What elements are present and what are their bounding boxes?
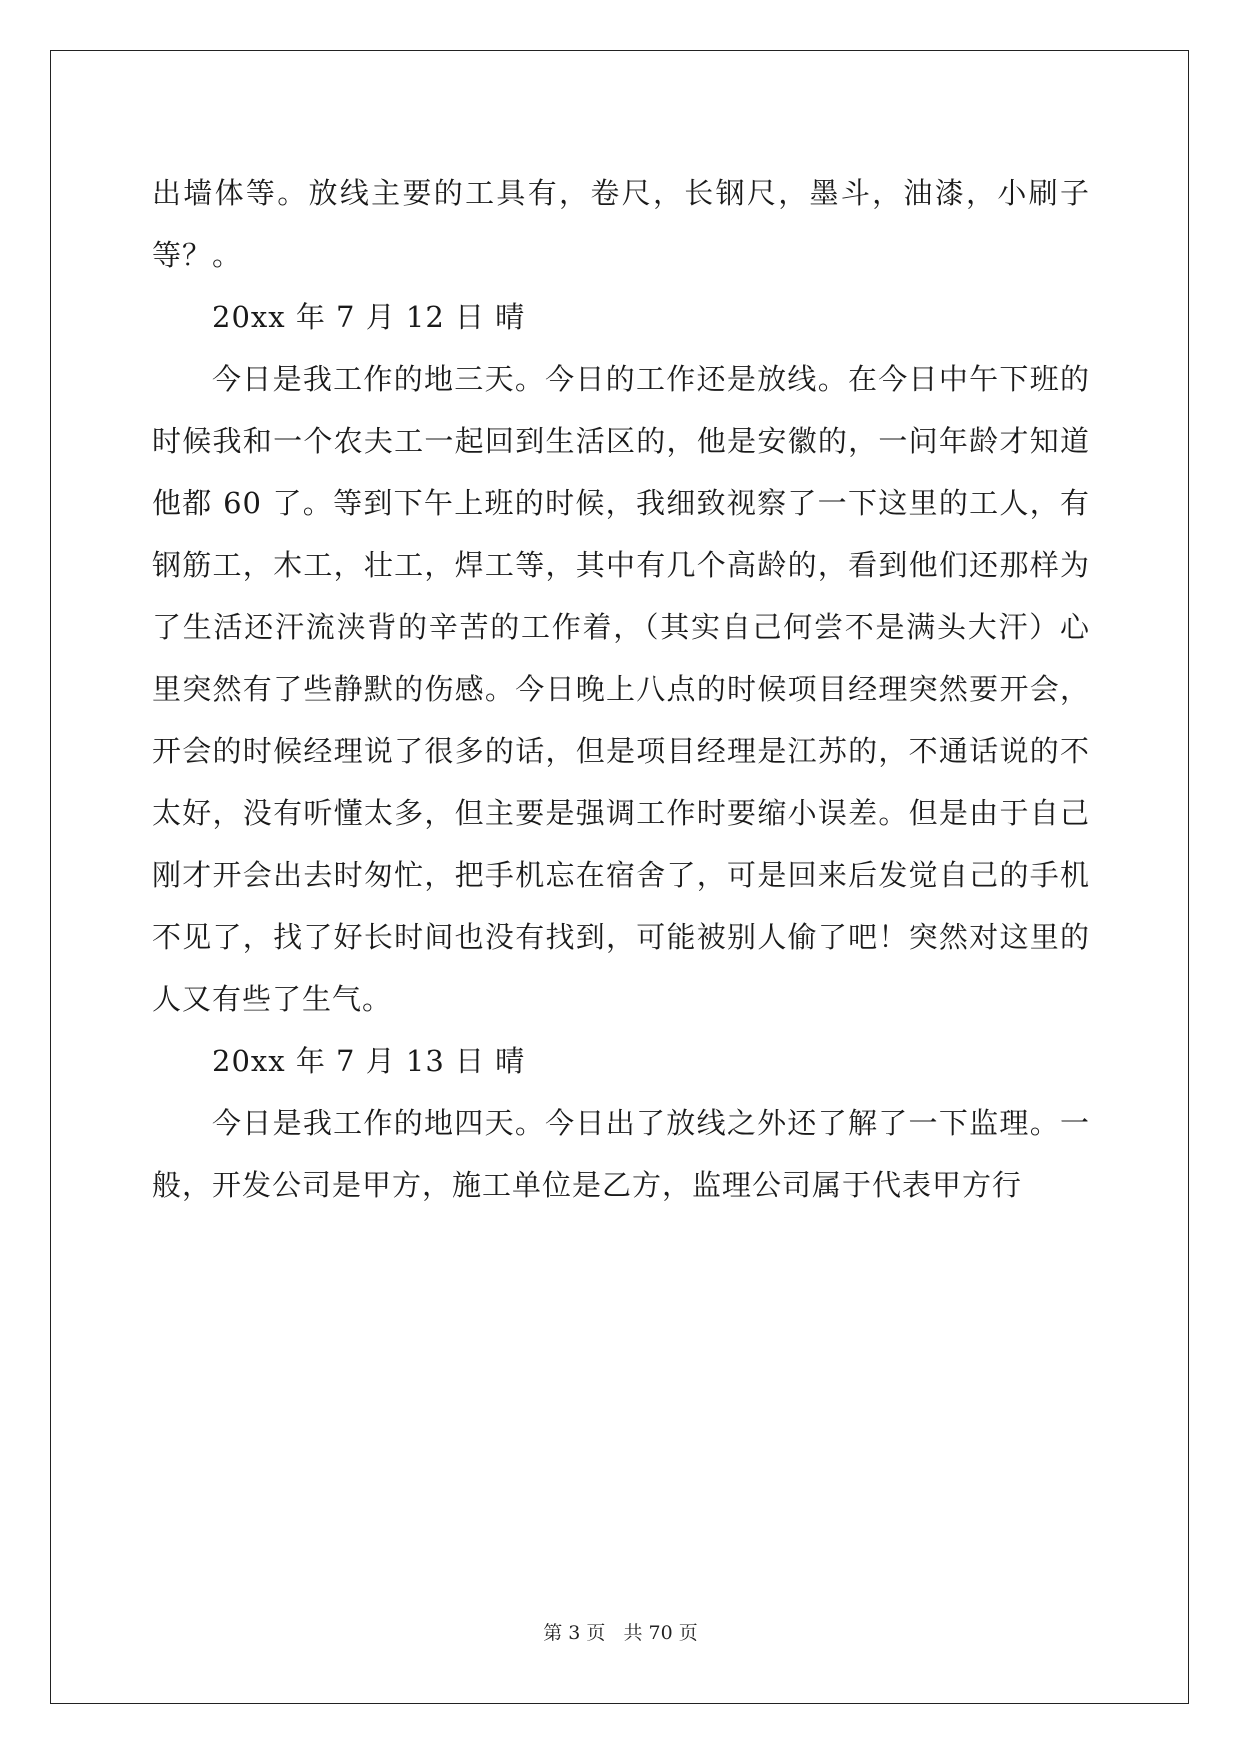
paragraph: 出墙体等。放线主要的工具有，卷尺，长钢尺，墨斗，油漆，小刷子等？。 [152,176,1090,272]
paragraph: 今日是我工作的地四天。今日出了放线之外还了解了一下监理。一般，开发公司是甲方，施工单位是乙方，监理公司属于代表甲方行 [152,1106,1090,1202]
page-number: 第 3 页 [543,1622,606,1644]
diary-date-heading: 20xx 年 7 月 13 日 晴 [212,1044,526,1078]
page-footer [0,1618,1241,1645]
document-body [152,162,1090,1216]
paragraph: 今日是我工作的地三天。今日的工作还是放线。在今日中午下班的时候我和一个农夫工一起回到生活区的，他是安徽的，一问年龄才知道他都 60 了。等到下午上班的时候，我细致视察了一下这里的工人，有钢筋工，木工，壮工，焊工等，其中有几个高龄的，看到他们还那样为了生活还汗流浃背的辛苦的工作着，（其实自己何尝不是满头大汗）心里突然有了些静默的伤感。今日晚上八点的时候项目经理突然要开会，开会的时候经理说了很多的话，但是项目经理是江苏的，不通话说的不太好，没有听懂太多，但主要是强调工作时要缩小误差。但是由于自己刚才开会出去时匆忙，把手机忘在宿舍了，可是回来后发觉自己的手机不见了，找了好长时间也没有找到，可能被别人偷了吧！突然对这里的人又有些了生气。 [152,362,1090,1016]
diary-date-heading: 20xx 年 7 月 12 日 晴 [212,300,526,334]
page-total: 共 70 页 [623,1622,698,1644]
